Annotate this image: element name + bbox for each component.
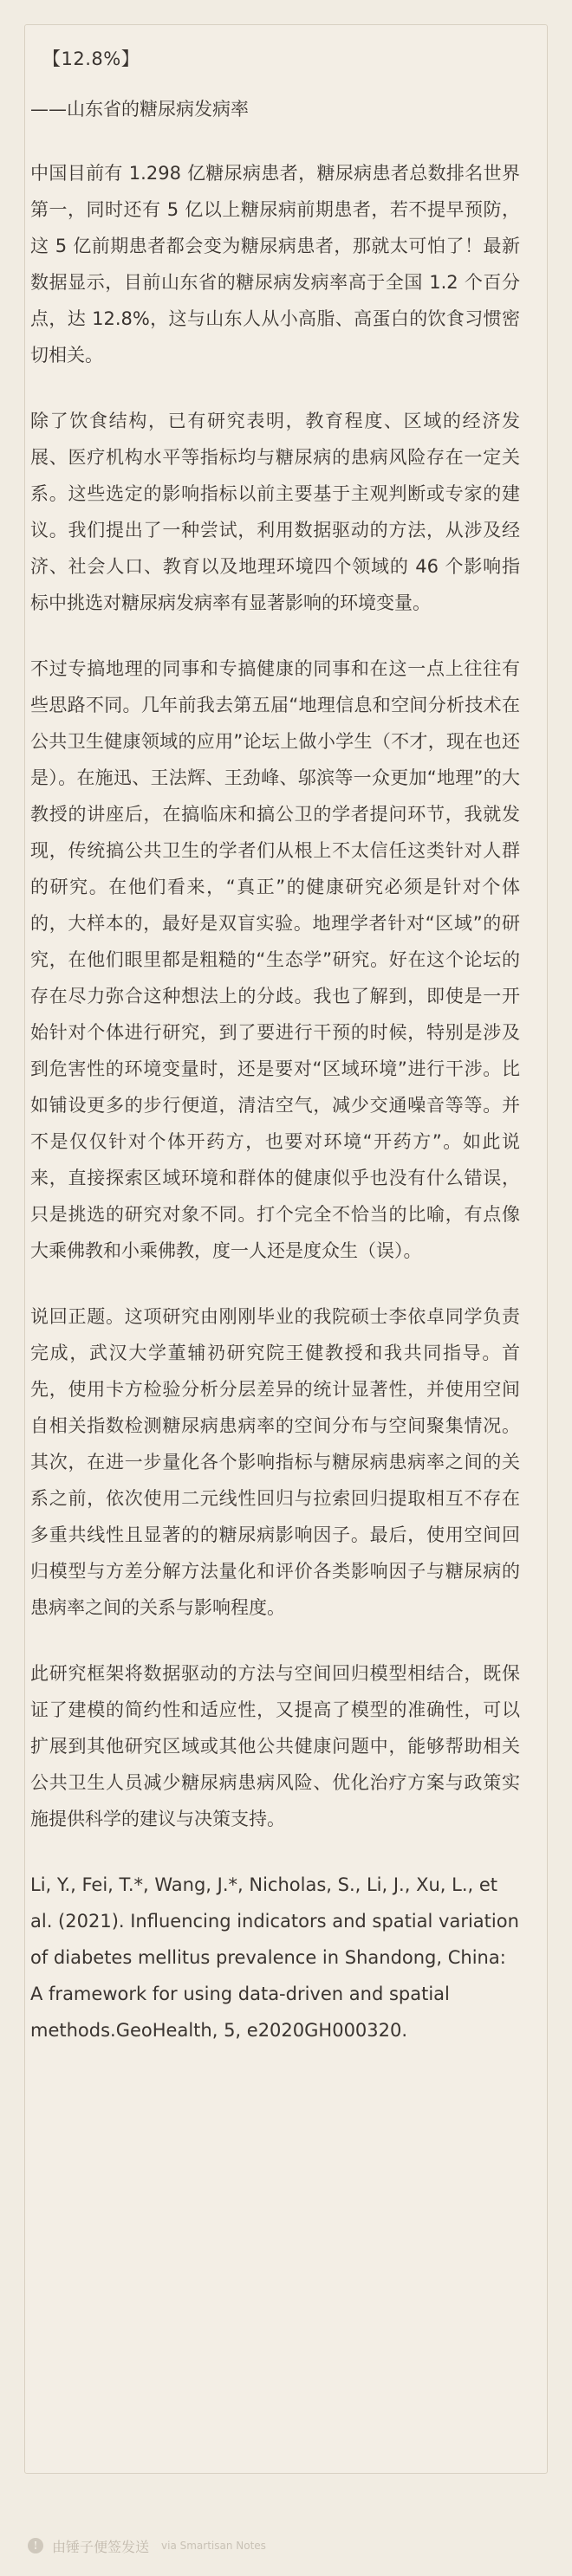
- footer-via-label: via Smartisan Notes: [161, 2540, 266, 2552]
- paragraph-discussion: 不过专搞地理的同事和专搞健康的同事和在这一点上往往有些思路不同。几年前我去第五届“地理信息和空间分析技术在公共卫生健康领域的应用”论坛上做小学生（不才，现在也还是）。在施迅、王法辉、王劲峰、邬滨等一众更加“地理”的大教授的讲座后，在搞临床和搞公卫的学者提问环节，我就发现，传统搞公共卫生的学者们从根上不太信任这类针对人群的研究。在他们看来，“真正”的健康研究必须是针对个体的，大样本的，最好是双盲实验。地理学者针对“区域”的研究，在他们眼里都是粗糙的“生态学”研究。好在这个论坛的存在尽力弥合这种想法上的分歧。我也了解到，即使是一开始针对个体进行研究，到了要进行干预的时候，特别是涉及到危害性的环境变量时，还是要对“区域环境”进行干涉。比如铺设更多的步行便道，清洁空气，减少交通噪音等等。并不是仅仅针对个体开药方，也要对环境“开药方”。如此说来，直接探索区域环境和群体的健康似乎也没有什么错误，只是挑选的研究对象不同。打个完全不恰当的比喻，有点像大乘佛教和小乘佛教，度一人还是度众生（误）。: [30, 658, 520, 1261]
- paragraph-intro: 中国目前有 1.298 亿糖尿病患者，糖尿病患者总数排名世界第一，同时还有 5 亿以上糖尿病前期患者，若不提早预防，这 5 亿前期患者都会变为糖尿病患者，那就太可怕了！最新数据显示，目前山东省的糖尿病发病率高于全国 1.2 个百分点，达 12.8%，这与山东人从小高脂、高蛋白的饮食习惯密切相关。: [30, 163, 520, 366]
- note-content: [30, 50, 520, 2049]
- reference-citation: Li, Y., Fei, T.*, Wang, J.*, Nicholas, S., Li, J., Xu, L., et al. (2021). Influencing indicators and spatial variation of diabetes mellitus prevalence in Shandong, China: A framework for using data-driven and spatial methods.GeoHealth, 5, e2020GH000320.: [30, 1874, 519, 2041]
- info-icon: !: [28, 2538, 43, 2553]
- paragraph-method: 说回正题。这项研究由刚刚毕业的我院硕士李依卓同学负责完成，武汉大学董辅礽研究院王健教授和我共同指导。首先，使用卡方检验分析分层差异的统计显著性，并使用空间自相关指数检测糖尿病患病率的空间分布与空间聚集情况。其次，在进一步量化各个影响指标与糖尿病患病率之间的关系之前，依次使用二元线性回归与拉索回归提取相互不存在多重共线性且显著的的糖尿病影响因子。最后，使用空间回归模型与方差分解方法量化和评价各类影响因子与糖尿病的患病率之间的关系与影响程度。: [30, 1306, 520, 1618]
- paragraph-conclusion: 此研究框架将数据驱动的方法与空间回归模型相结合，既保证了建模的简约性和适应性，又提高了模型的准确性，可以扩展到其他研究区域或其他公共健康问题中，能够帮助相关公共卫生人员减少糖尿病患病风险、优化治疗方案与政策实施提供科学的建议与决策支持。: [30, 1663, 520, 1829]
- paragraph-factors: 除了饮食结构，已有研究表明，教育程度、区域的经济发展、医疗机构水平等指标均与糖尿病的患病风险存在一定关系。这些选定的影响指标以前主要基于主观判断或专家的建议。我们提出了一种尝试，利用数据驱动的方法，从涉及经济、社会人口、教育以及地理环境四个领域的 46 个影响指标中挑选对糖尿病发病率有显著影响的环境变量。: [30, 411, 520, 613]
- footer-sent-label: 由锤子便签发送: [52, 2538, 150, 2555]
- note-footer: [28, 2536, 266, 2555]
- note-tagline: 【12.8%】: [42, 49, 140, 69]
- note-subtitle: ——山东省的糖尿病发病率: [30, 99, 249, 120]
